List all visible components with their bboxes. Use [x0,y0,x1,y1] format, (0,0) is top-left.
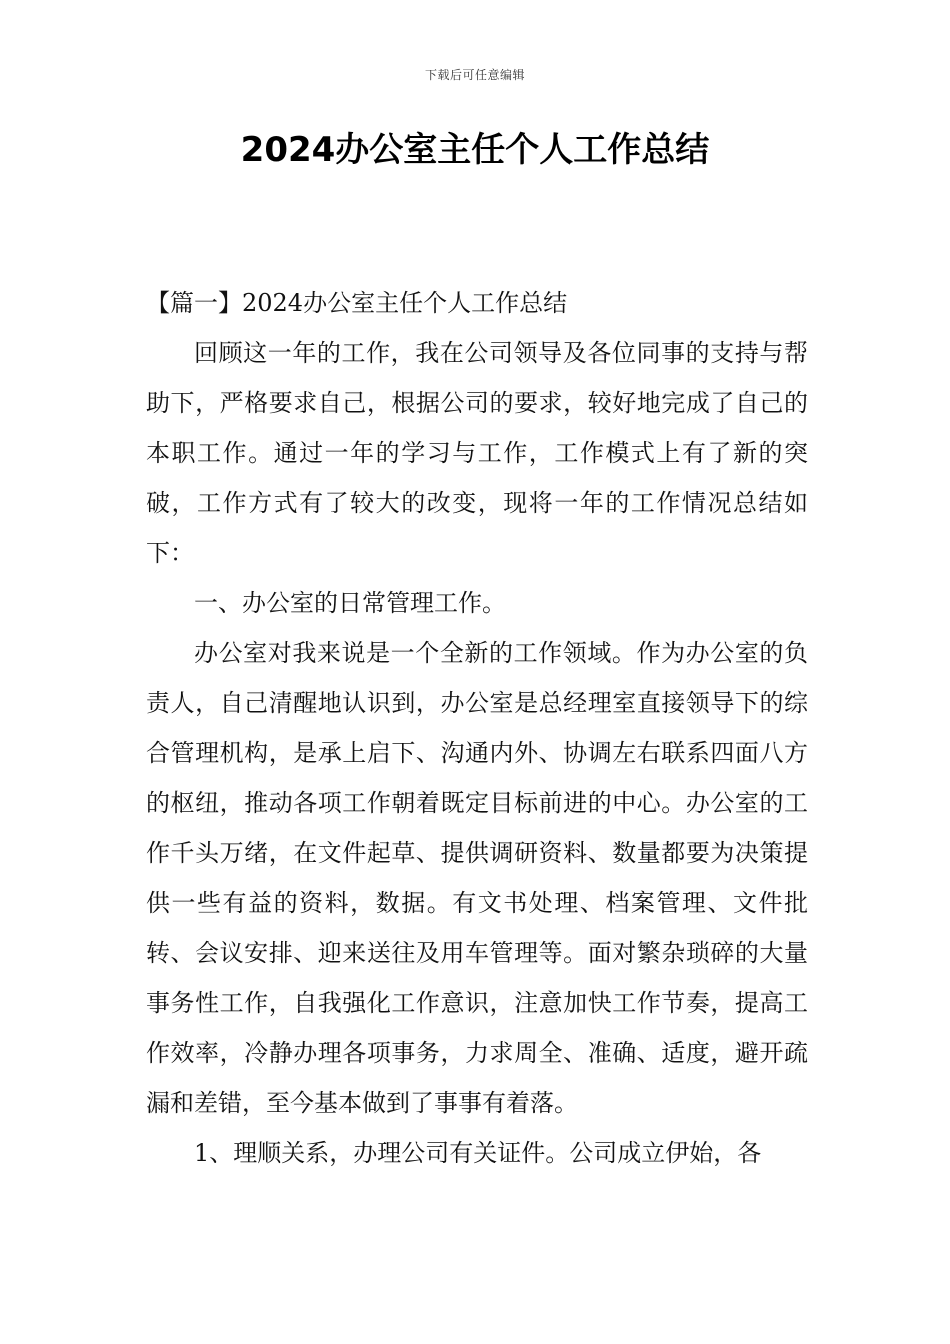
paragraph-office-work: 办公室对我来说是一个全新的工作领域。作为办公室的负责人，自己清醒地认识到，办公室是总经理室直接领导下的综合管理机构，是承上启下、沟通内外、协调左右联系四面八方的枢纽，推动各项工作朝着既定目标前进的中心。办公室的工作千头万绪，在文件起草、提供调研资料、数量都要为决策提供一些有益的资料，数据。有文书处理、档案管理、文件批转、会议安排、迎来送往及用车管理等。面对繁杂琐碎的大量事务性工作，自我强化工作意识，注意加快工作节奏，提高工作效率，冷静办理各项事务，力求周全、准确、适度，避开疏漏和差错，至今基本做到了事事有着落。 [146,639,808,1117]
section-heading: 【篇一】2024办公室主任个人工作总结 [146,289,568,317]
paragraph-subheading: 一、办公室的日常管理工作。 [194,589,506,617]
document-body [146,278,808,1178]
header-note: 下载后可任意编辑 [424,68,525,82]
paragraph-intro: 回顾这一年的工作，我在公司领导及各位同事的支持与帮助下，严格要求自己，根据公司的要求，较好地完成了自己的本职工作。通过一年的学习与工作，工作模式上有了新的突破，工作方式有了较大的改变，现将一年的工作情况总结如下： [146,339,808,567]
paragraph-item-1: 1、理顺关系，办理公司有关证件。公司成立伊始，各 [194,1139,762,1167]
document-title: 2024办公室主任个人工作总结 [240,130,710,170]
